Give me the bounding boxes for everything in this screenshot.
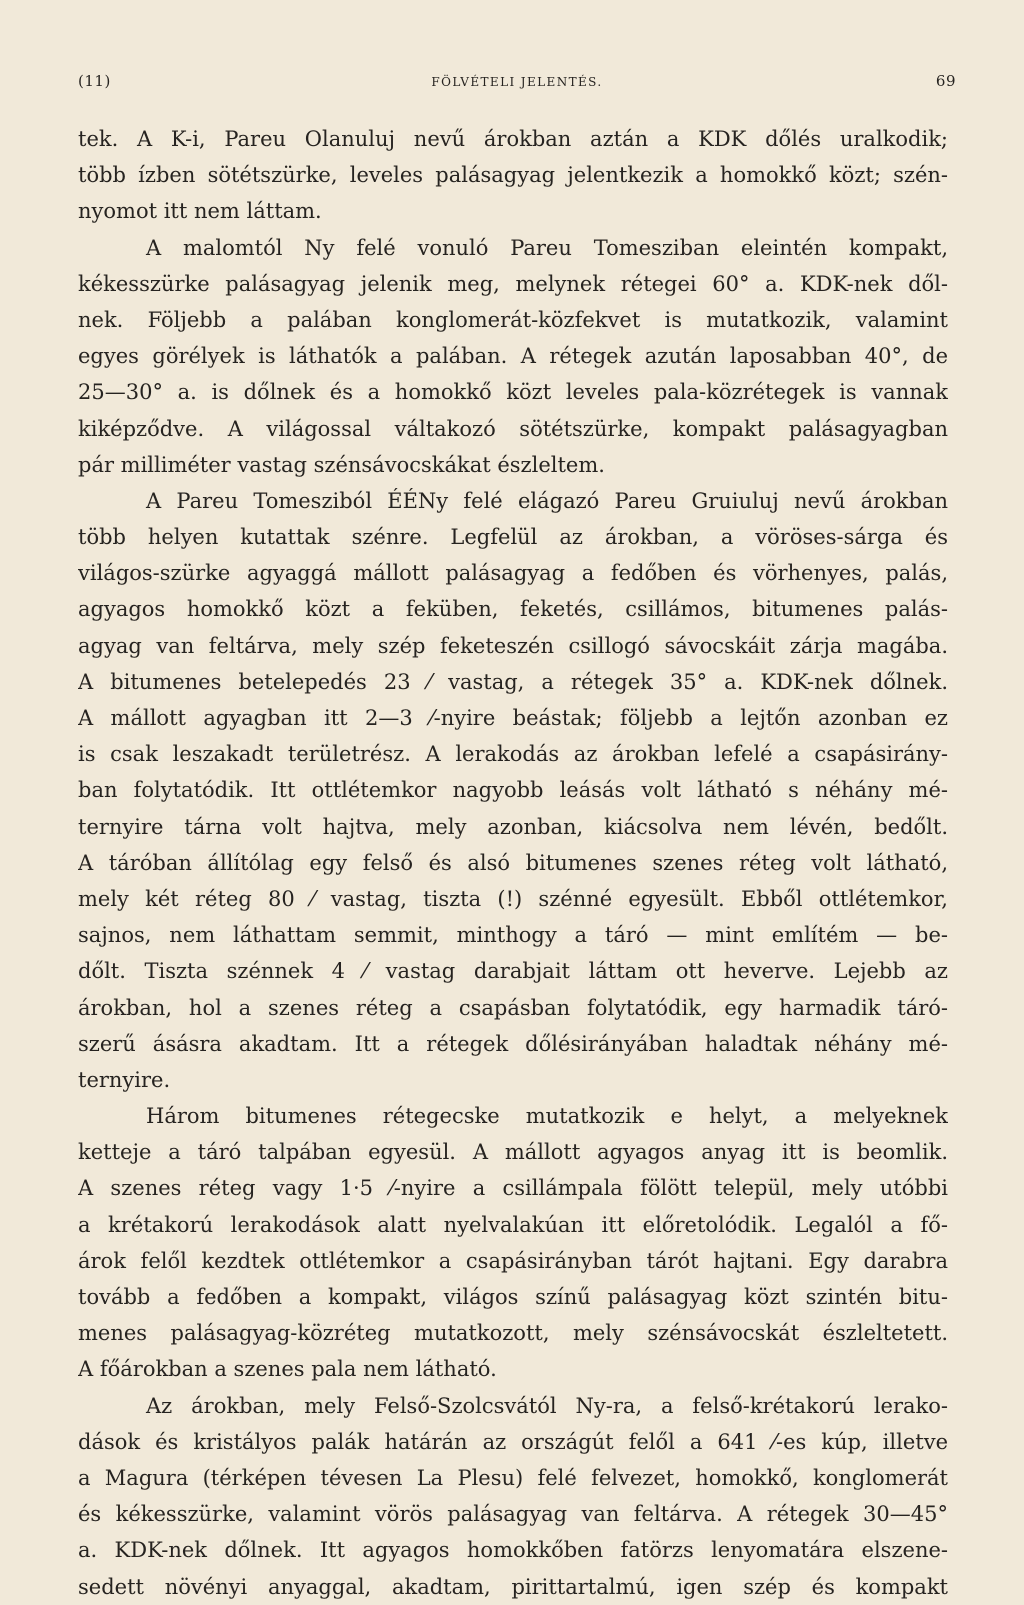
text-line: is csak leszakadt területrész. A lerakodás az árokban lefelé a csapásirány- <box>78 742 948 767</box>
text-line: világos-szürke agyaggá mállott palásagyag a fedőben és vörhenyes, palás, <box>78 561 948 586</box>
text-line: ketteje a táró talpában egyesül. A mállott agyagos anyag itt is beomlik. <box>78 1140 948 1165</box>
text-line: nyomot itt nem láttam. <box>78 199 322 224</box>
text-line: kiképződve. A világossal váltakozó sötétszürke, kompakt palásagyagban <box>78 416 948 441</box>
text-line: és kékesszürke, valamint vörös palásagyag van feltárva. A rétegek 30—45° <box>78 1502 948 1527</box>
body-text <box>78 121 948 1605</box>
text-line: 25—30° a. is dőlnek és a homokkő közt leveles pala-közrétegek is vannak <box>78 380 948 405</box>
text-line: tovább a fedőben a kompakt, világos színű palásagyag közt szintén bitu- <box>78 1285 948 1309</box>
text-line: sedett növényi anyaggal, akadtam, pirittartalmú, igen szép és kompakt <box>78 1574 948 1599</box>
running-title: FÖLVÉTELI JELENTÉS. <box>431 75 603 89</box>
text-line: pár milliméter vastag szénsávocskákat észleltem. <box>78 452 605 477</box>
text-line: Három bitumenes rétegecske mutatkozik e helyt, a melyeknek <box>146 1104 948 1129</box>
text-line: agyag van feltárva, mely szép feketeszén csillogó sávocskáit zárja magába. <box>78 633 948 658</box>
text-line: árokban, hol a szenes réteg a csapásban folytatódik, egy harmadik táró- <box>78 995 948 1020</box>
text-line: több ízben sötétszürke, leveles palásagyag jelentkezik a homokkő közt; szén- <box>78 163 948 188</box>
text-line: ternyire tárna volt hajtva, mely azonban, kiácsolva nem lévén, bedőlt. <box>78 814 948 839</box>
text-line: kékesszürke palásagyag jelenik meg, melynek rétegei 60° a. KDK-nek dől- <box>78 271 948 296</box>
text-line: ban folytatódik. Itt ottlétemkor nagyobb leásás volt látható s néhány mé- <box>78 778 948 803</box>
text-line: dőlt. Tiszta szénnek 4 ⁄ vastag darabjait láttam ott heverve. Lejebb az <box>78 959 948 984</box>
text-line: sajnos, nem láthattam semmit, minthogy a táró — mint említém — be- <box>78 923 948 948</box>
text-line: A táróban állítólag egy felső és alsó bitumenes szenes réteg volt látható, <box>78 850 948 875</box>
text-line: egyes görélyek is láthatók a palában. A rétegek azután laposabban 40°, de <box>78 344 948 369</box>
text-line: a. KDK-nek dőlnek. Itt agyagos homokkőben fatörzs lenyomatára elszene- <box>78 1538 948 1563</box>
text-line: A bitumenes betelepedés 23 ⁄ vastag, a rétegek 35° a. KDK-nek dőlnek. <box>78 669 948 694</box>
text-line: dások és kristályos palák határán az országút felől a 641 ⁄-es kúp, illetve <box>78 1429 948 1454</box>
text-line: A főárokban a szenes pala nem látható. <box>78 1357 497 1382</box>
text-line: Az árokban, mely Felső-Szolcsvától Ny-ra, a felső-krétakorú lerako- <box>146 1393 948 1418</box>
text-line: több helyen kutattak szénre. Legfelül az árokban, a vöröses-sárga és <box>78 525 948 550</box>
text-line: a Magura (térképen tévesen La Plesu) felé felvezet, homokkő, konglomerát <box>78 1465 948 1490</box>
text-line: menes palásagyag-közréteg mutatkozott, mely szénsávocskát észleltetett. <box>78 1321 948 1346</box>
text-line: ternyire. <box>78 1067 171 1092</box>
running-header <box>78 72 956 96</box>
text-line: agyagos homokkő közt a feküben, feketés, csillámos, bitumenes palás- <box>78 597 948 622</box>
text-line: szerű ásásra akadtam. Itt a rétegek dőlésirányában haladtak néhány mé- <box>78 1031 948 1056</box>
text-line: A szenes réteg vagy 1·5 ⁄-nyire a csillámpala fölött települ, mely utóbbi <box>78 1176 948 1201</box>
text-line: a krétakorú lerakodások alatt nyelvalakúan itt előretolódik. Legalól a fő- <box>78 1212 948 1237</box>
text-line: tek. A K-i, Pareu Olanuluj nevű árokban aztán a KDK dőlés uralkodik; <box>78 127 948 151</box>
page-number: 69 <box>935 72 956 90</box>
text-line: A mállott agyagban itt 2—3 ⁄-nyire beástak; följebb a lejtőn azonban ez <box>78 706 948 730</box>
section-number: (11) <box>78 72 111 90</box>
text-line: A malomtól Ny felé vonuló Pareu Tomesziban eleintén kompakt, <box>146 235 948 260</box>
text-line: A Pareu Tomesziból ÉÉNy felé elágazó Pareu Gruiuluj nevű árokban <box>146 488 948 513</box>
text-line: nek. Följebb a palában konglomerát-közfekvet is mutatkozik, valamint <box>78 307 948 332</box>
text-line: mely két réteg 80 ⁄ vastag, tiszta (!) szénné egyesült. Ebből ottlétemkor, <box>78 886 948 911</box>
text-line: árok felől kezdtek ottlétemkor a csapásirányban tárót hajtani. Egy darabra <box>78 1248 948 1273</box>
